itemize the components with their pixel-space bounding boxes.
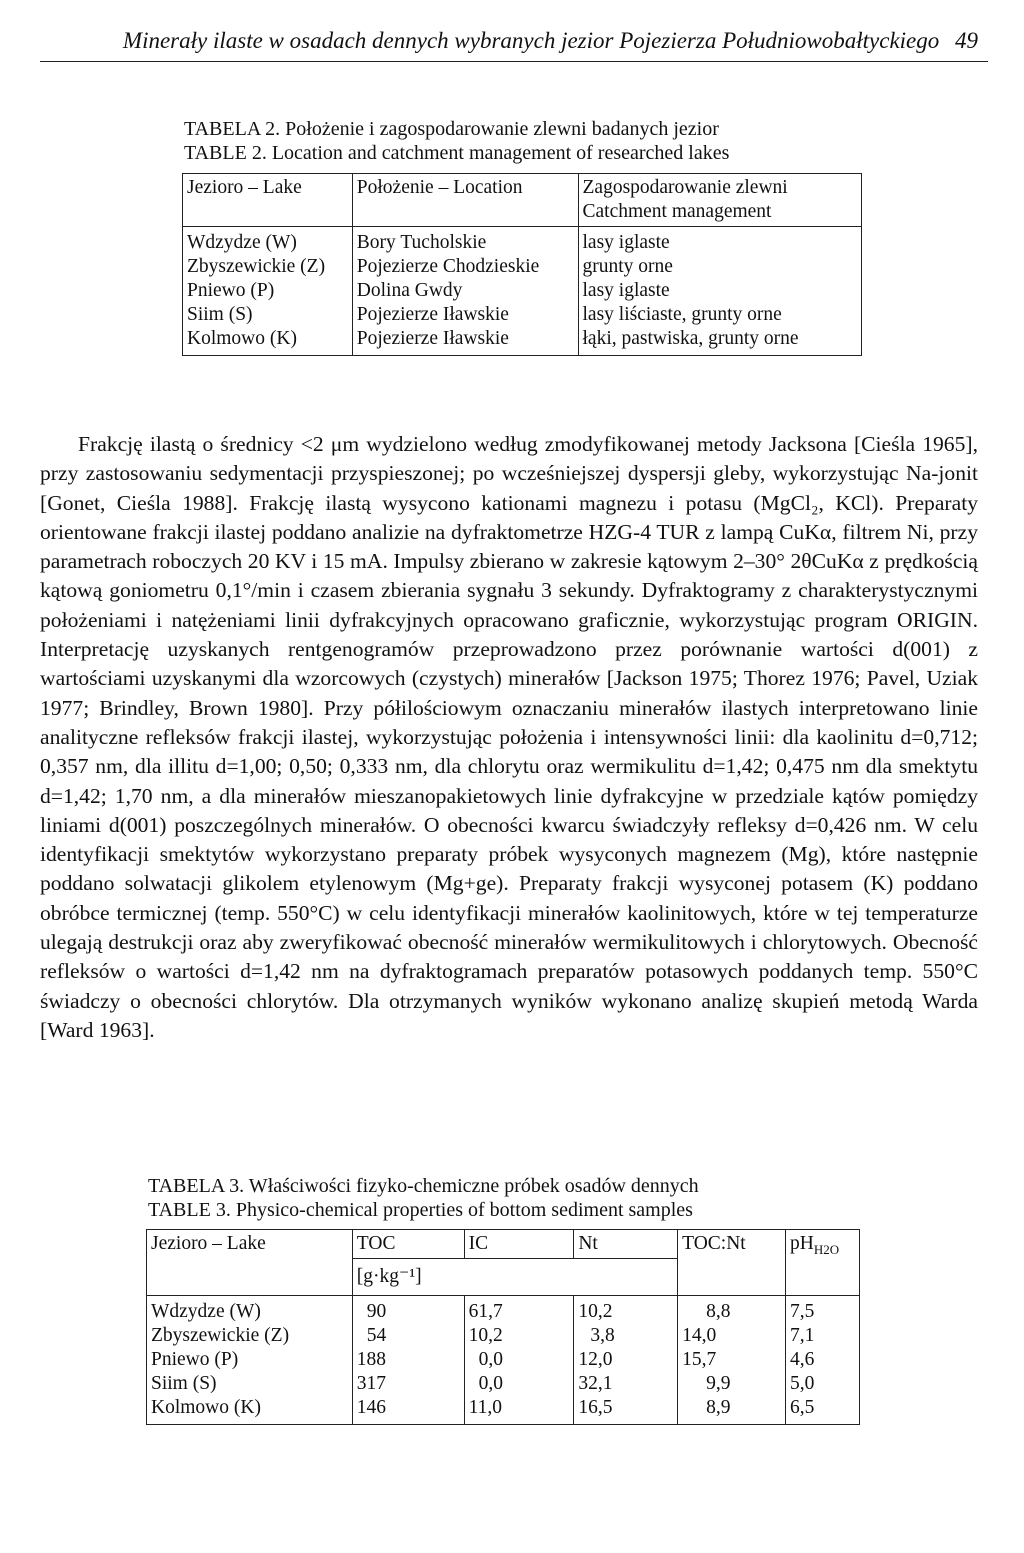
table-row xyxy=(183,279,862,303)
table2-header-location: Położenie – Location xyxy=(352,174,578,227)
body-text xyxy=(40,430,978,1045)
table3-cell-toc: 317 xyxy=(352,1372,464,1396)
table3-cell-lake: Pniewo (P) xyxy=(147,1348,353,1372)
table2-cell-location: Dolina Gwdy xyxy=(352,279,578,303)
table3-cell-ph: 5,0 xyxy=(786,1372,860,1396)
table3-header-lake: Jezioro – Lake xyxy=(147,1230,353,1296)
table3-cell-ph: 7,1 xyxy=(786,1324,860,1348)
header-rule xyxy=(40,61,988,62)
table3-cell-nt: 16,5 xyxy=(574,1396,678,1425)
table2-cell-management: lasy liściaste, grunty orne xyxy=(578,303,862,327)
table3-header-ph-sub: H2O xyxy=(813,1241,840,1257)
table2-cell-location: Pojezierze Iławskie xyxy=(352,327,578,356)
table2-cell-lake: Pniewo (P) xyxy=(183,279,353,303)
table-row xyxy=(147,1324,860,1348)
table3-cell-nt: 3,8 xyxy=(574,1324,678,1348)
table3-caption-en: TABLE 3. Physico-chemical properties of bottom sediment samples xyxy=(148,1199,693,1221)
running-head-title: Minerały ilaste w osadach dennych wybranych jezior Pojezierza Południowobałtyckiego xyxy=(122,28,940,53)
table3-cell-ic: 0,0 xyxy=(464,1348,574,1372)
table3-header-toc: TOC xyxy=(352,1230,464,1259)
table3-cell-ph: 4,6 xyxy=(786,1348,860,1372)
table2-cell-location: Pojezierze Iławskie xyxy=(352,303,578,327)
table3-header-ic: IC xyxy=(464,1230,574,1259)
table3-cell-toc: 146 xyxy=(352,1396,464,1425)
table3-cell-toc: 188 xyxy=(352,1348,464,1372)
table-row xyxy=(183,255,862,279)
table2-caption-en: TABLE 2. Location and catchment management of researched lakes xyxy=(184,142,730,164)
table2-cell-lake: Kolmowo (K) xyxy=(183,327,353,356)
table2-cell-lake: Zbyszewickie (Z) xyxy=(183,255,353,279)
table2-header-management xyxy=(578,174,862,227)
table2-cell-location: Bory Tucholskie xyxy=(352,227,578,256)
table3-header-nt: Nt xyxy=(574,1230,678,1259)
table-row xyxy=(147,1372,860,1396)
table2-header-management-en: Catchment management xyxy=(582,201,772,222)
table3-cell-lake: Wdzydze (W) xyxy=(147,1296,353,1325)
table-row xyxy=(183,327,862,356)
table2-caption-pl: TABELA 2. Położenie i zagospodarowanie zlewni badanych jezior xyxy=(184,118,719,140)
table3-cell-nt: 10,2 xyxy=(574,1296,678,1325)
table2-header-lake: Jezioro – Lake xyxy=(183,174,353,227)
table-row xyxy=(183,303,862,327)
table3 xyxy=(146,1229,860,1425)
table3-cell-toc: 90 xyxy=(352,1296,464,1325)
table2-cell-management: łąki, pastwiska, grunty orne xyxy=(578,327,862,356)
table3-cell-lake: Kolmowo (K) xyxy=(147,1396,353,1425)
page-number: 49 xyxy=(955,28,978,53)
table3-header-ph-label: pH xyxy=(790,1233,814,1254)
body-paragraph: Frakcję ilastą o średnicy <2 μm wydzielono według zmodyfikowanej metody Jacksona [Cieśla 1965], przy zastosowaniu sedymentacji przyspieszonej; po wcześniejszej dyspersji gleby, wykorzystując Na-jonit [Gonet, Cieśla 1988]. Frakcję ilastą wysycono kationami magnezu i potasu (MgCl₂, KCl). Preparaty orientowane frakcji ilastej poddano analizie na dyfraktometrze HZG-4 TUR z lampą CuKα, filtrem Ni, przy parametrach roboczych 20 KV i 15 mA. Impulsy zbierano w zakresie kątowym 2–30° 2θCuKα z prędkością kątową goniometru 0,1°/min i czasem zbierania sygnału 3 sekundy. Dyfraktogramy z charakterystycznymi położeniami i natężeniami linii dyfrakcyjnych opracowano graficznie, wykorzystując program ORIGIN. Interpretację uzyskanych rentgenogramów przeprowadzono przez porównanie wartości d(001) z wartościami uzyskanymi dla wzorcowych (czystych) minerałów [Jackson 1975; Thorez 1976; Pavel, Uziak 1977; Brindley, Brown 1980]. Przy półilościowym oznaczaniu minerałów ilastych interpretowano linie analityczne refleksów frakcji ilastej, wykorzystując położenia i intensywności linii: dla kaolinitu d=0,712; 0,357 nm, dla illitu d=1,00; 0,50; 0,333 nm, dla chlorytu oraz wermikulitu d=1,42; 0,475 nm dla smektytu d=1,42; 1,70 nm, a dla minerałów mieszanopakietowych linie dyfrakcyjne w przedziale kątów pomiędzy liniami d(001) poszczególnych minerałów. O obecności kwarcu świadczyły refleksy d=0,426 nm. W celu identyfikacji smektytów wykorzystano preparaty próbek wysyconych magnezem (Mg), które następnie poddano solwatacji glikolem etylenowym (Mg+ge). Preparaty frakcji wysyconej potasem (K) poddano obróbce termicznej (temp. 550°C) w celu identyfikacji minerałów kaolinitowych, które w tej temperaturze ulegają destrukcji oraz aby zweryfikować obecność minerałów wermikulitowych i chlorytowych. Obecność refleksów o wartości d=1,42 nm na dyfraktogramach preparatów potasowych poddanych temp. 550°C świadczy o obecności chlorytów. Dla otrzymanych wyników wykonano analizę skupień metodą Warda [Ward 1963]. xyxy=(40,432,978,1042)
table2-header-row xyxy=(183,174,862,227)
table3-cell-ic: 10,2 xyxy=(464,1324,574,1348)
table3-cell-ratio: 8,9 xyxy=(678,1396,786,1425)
table2-cell-lake: Siim (S) xyxy=(183,303,353,327)
table2-cell-management: lasy iglaste xyxy=(578,227,862,256)
table-row xyxy=(147,1296,860,1325)
table3-header-ratio: TOC:Nt xyxy=(678,1230,786,1296)
table3-cell-ph: 6,5 xyxy=(786,1396,860,1425)
table-row xyxy=(183,227,862,256)
table2 xyxy=(182,173,862,356)
table-row xyxy=(147,1348,860,1372)
table-row xyxy=(147,1396,860,1425)
table3-header-ph xyxy=(786,1230,860,1296)
table3-cell-nt: 12,0 xyxy=(574,1348,678,1372)
table3-cell-ratio: 8,8 xyxy=(678,1296,786,1325)
table3-cell-nt: 32,1 xyxy=(574,1372,678,1396)
table3-caption-pl: TABELA 3. Właściwości fizyko-chemiczne próbek osadów dennych xyxy=(148,1175,699,1197)
table3-header-unit: [g·kg⁻¹] xyxy=(352,1259,677,1296)
table3-cell-lake: Siim (S) xyxy=(147,1372,353,1396)
table3-cell-lake: Zbyszewickie (Z) xyxy=(147,1324,353,1348)
table2-cell-location: Pojezierze Chodzieskie xyxy=(352,255,578,279)
table2-cell-lake: Wdzydze (W) xyxy=(183,227,353,256)
table3-cell-ph: 7,5 xyxy=(786,1296,860,1325)
table2-header-management-pl: Zagospodarowanie zlewni xyxy=(582,177,788,198)
table3-cell-ratio: 14,0 xyxy=(678,1324,786,1348)
table3-cell-ic: 61,7 xyxy=(464,1296,574,1325)
table3-cell-ratio: 9,9 xyxy=(678,1372,786,1396)
table2-cell-management: grunty orne xyxy=(578,255,862,279)
table3-cell-ratio: 15,7 xyxy=(678,1348,786,1372)
running-head xyxy=(60,28,978,54)
table3-cell-ic: 11,0 xyxy=(464,1396,574,1425)
table3-header-row xyxy=(147,1230,860,1259)
table2-cell-management: lasy iglaste xyxy=(578,279,862,303)
table3-cell-ic: 0,0 xyxy=(464,1372,574,1396)
table3-cell-toc: 54 xyxy=(352,1324,464,1348)
